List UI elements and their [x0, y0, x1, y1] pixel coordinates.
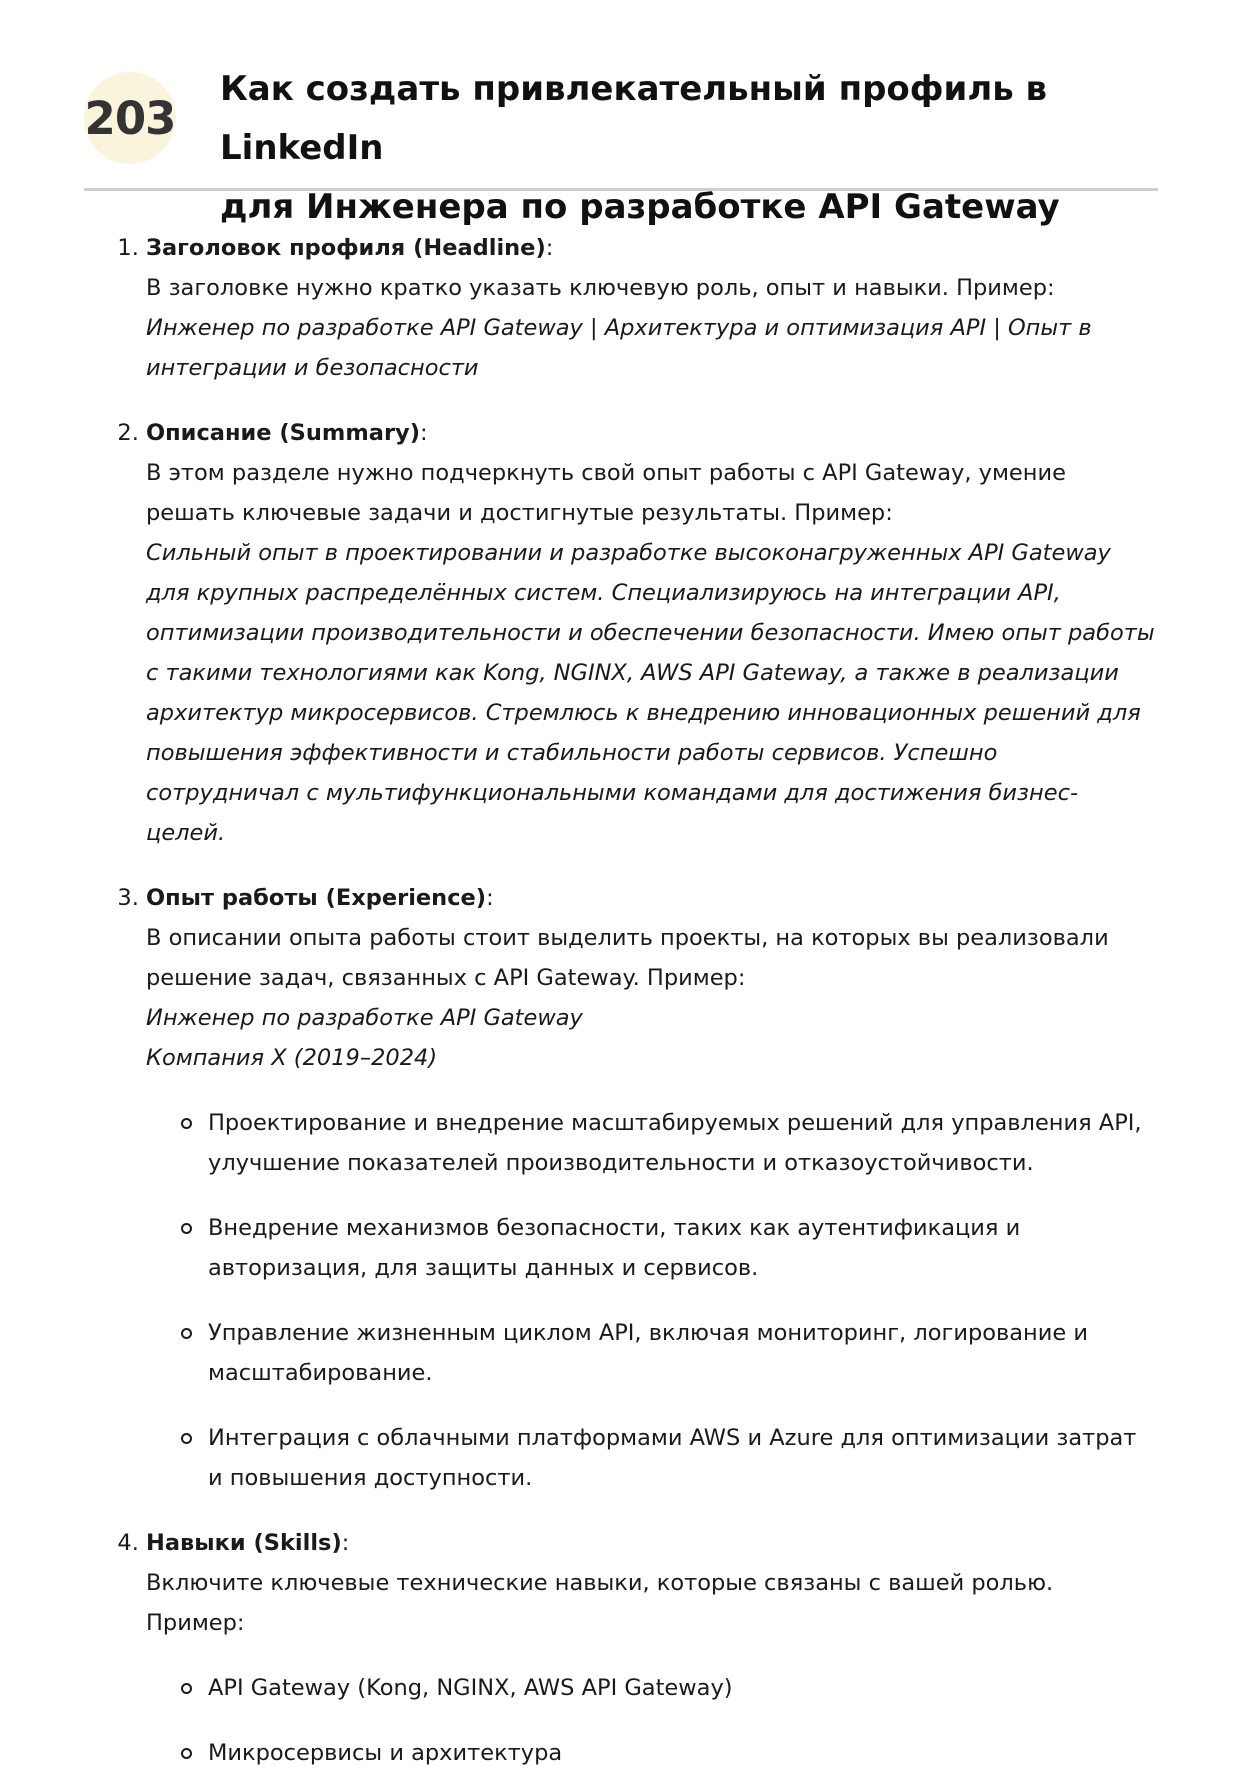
list-item: [208, 1668, 1156, 1708]
section-headline: [146, 228, 1156, 388]
list-item: [208, 1208, 1156, 1288]
list-item-text: Внедрение механизмов безопасности, таких как аутентификация и авторизация, для защиты данных и сервисов.: [208, 1215, 1021, 1281]
heading-colon: :: [341, 1530, 350, 1556]
section-summary: [146, 413, 1156, 853]
bullet-circle-icon: [181, 1748, 192, 1759]
section-heading: Навыки (Skills): [146, 1530, 342, 1556]
sections-list: [116, 228, 1156, 1773]
list-item-text: Проектирование и внедрение масштабируемых решений для управления API, улучшение показателей производительности и отказоустойчивости.: [208, 1110, 1142, 1176]
heading-colon: :: [420, 420, 428, 446]
skills-bullets: [146, 1668, 1156, 1773]
bullet-circle-icon: [181, 1223, 192, 1234]
section-heading-line: [146, 228, 1156, 268]
page-title: [220, 60, 1160, 237]
list-item: [208, 1313, 1156, 1393]
section-heading: Описание (Summary): [146, 420, 420, 446]
section-example: Инженер по разработке API Gateway | Архитектура и оптимизация API | Опыт в интеграции и безопасности: [146, 315, 1092, 381]
bullet-circle-icon: [181, 1433, 192, 1444]
bullet-circle-icon: [181, 1118, 192, 1129]
section-heading: Заголовок профиля (Headline): [146, 235, 546, 261]
bullet-circle-icon: [181, 1683, 192, 1694]
experience-bullets: [146, 1103, 1156, 1498]
job-company: Компания X (2019–2024): [146, 1045, 438, 1071]
section-intro: В описании опыта работы стоит выделить проекты, на которых вы реализовали решение задач, связанных с API Gateway. Пример:: [146, 925, 1109, 991]
page-number-badge: 203: [84, 72, 176, 164]
section-example: Сильный опыт в проектировании и разработке высоконагруженных API Gateway для крупных распределённых систем. Специализируюсь на интеграции API, оптимизации производительности и обеспечении безопасности. Имею опыт работы с такими технологиями как Kong, NGINX, AWS API Gateway, а также в реализации архитектур микросервисов. Стремлюсь к внедрению инновационных решений для повышения эффективности и стабильности работы сервисов. Успешно сотрудничал с мультифункциональными командами для достижения бизнес-целей.: [146, 540, 1155, 846]
section-heading: Опыт работы (Experience): [146, 885, 487, 911]
section-heading-line: [146, 878, 1156, 918]
section-intro: В этом разделе нужно подчеркнуть свой опыт работы с API Gateway, умение решать ключевые задачи и достигнутые результаты. Пример:: [146, 460, 1066, 526]
page-title-line-1: Как создать привлекательный профиль в LinkedIn: [220, 69, 1048, 168]
section-heading-line: [146, 413, 1156, 453]
section-intro: Включите ключевые технические навыки, которые связаны с вашей ролью. Пример:: [146, 1570, 1054, 1636]
page-title-line-2: для Инженера по разработке API Gateway: [220, 187, 1060, 227]
page-header: [84, 60, 1158, 227]
list-item: [208, 1418, 1156, 1498]
section-heading-line: [146, 1523, 1156, 1563]
list-item-text: Микросервисы и архитектура: [208, 1740, 563, 1766]
section-intro: В заголовке нужно кратко указать ключевую роль, опыт и навыки. Пример:: [146, 275, 1055, 301]
list-item: [208, 1103, 1156, 1183]
section-experience: [146, 878, 1156, 1498]
section-skills: [146, 1523, 1156, 1773]
document-body: [116, 228, 1156, 1773]
list-item-text: Управление жизненным циклом API, включая мониторинг, логирование и масштабирование.: [208, 1320, 1088, 1386]
bullet-circle-icon: [181, 1328, 192, 1339]
job-title: Инженер по разработке API Gateway: [146, 1005, 583, 1031]
heading-colon: :: [486, 885, 494, 911]
heading-colon: :: [545, 235, 554, 261]
list-item-text: Интеграция с облачными платформами AWS и Azure для оптимизации затрат и повышения доступности.: [208, 1425, 1137, 1491]
list-item-text: API Gateway (Kong, NGINX, AWS API Gateway): [208, 1675, 733, 1701]
list-item: [208, 1733, 1156, 1773]
